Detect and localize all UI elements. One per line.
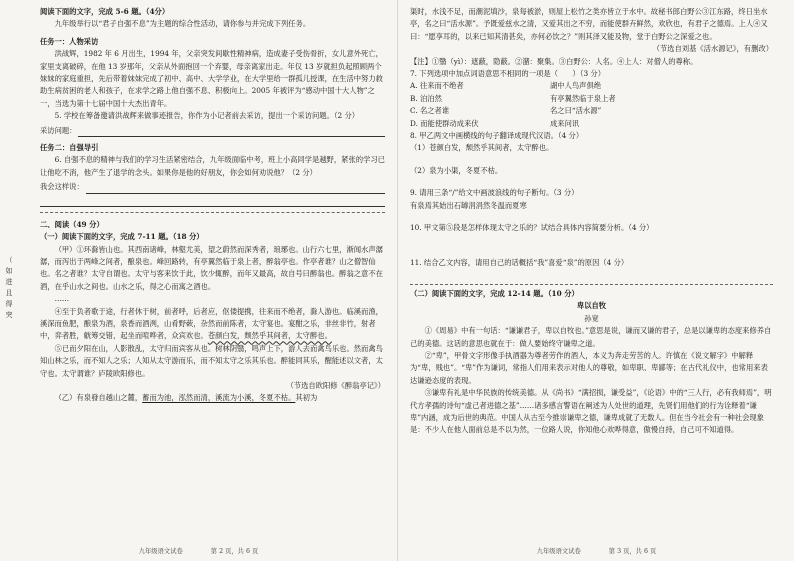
page-3-footer [398, 546, 794, 555]
page-2-footer [0, 546, 397, 555]
passage-yi-start [40, 392, 385, 404]
part-2-title: 二、阅读（49 分） [40, 219, 104, 229]
article-paragraph-2: ②“卑”，甲骨文字形像手执酒器为尊者劳作的酒人，本义为奔走劳苦的人。许慎在《说文解字》中解释为“卑，贱也”。“卑”作为谦词，常指人们用来表示对他人的尊敬，如卑职、卑鄙等；在古代礼仪中，也常用来表达谦逊态度的表现。 [410, 350, 768, 385]
page-2-column [40, 6, 385, 405]
answer-label: 采访问题： [40, 125, 77, 135]
section-intro: 阅读下面的文字，完成 5-6 题。（4分） [40, 7, 170, 16]
ellipsis: …… [54, 294, 70, 304]
question-5: 5. 学校在筹备邀请洪战辉来做事迹报告，你作为小记者前去采访，提出一个采访问题。（2 分） [54, 111, 360, 121]
margin-mark: 如 [5, 267, 13, 275]
option-right: 名之曰“活水源” [550, 106, 602, 116]
footer-page-number: 第 2 页，共 6 页 [210, 548, 259, 555]
footer-exam-name: 九年级语文试卷 [536, 548, 581, 555]
passage-jia-paragraph-5: ⑤已而夕阳在山，人影散乱，太守归而宾客从也。树林阴翳，鸣声上下，游人去而禽鸟乐也。然而禽鸟知山林之乐，而不知人之乐；人知从太守游而乐，而不知太守之乐其乐也。醉能同其乐，醒能述以文者，太守也。太守谓谁？庐陵欧阳修也。 [40, 343, 383, 378]
subsection-1-title: （一）阅读下面的文字，完成 7-11 题。（18 分） [40, 232, 204, 242]
passage-jia-source: （节选自欧阳修《醉翁亭记》） [286, 380, 385, 390]
question-9-sentence: 有泉焉其始出石罅涓涓然冬温而夏寒 [410, 200, 527, 210]
option-right: 有亭翼然临于泉上者 [550, 93, 616, 103]
underlined-sentence: 蓄而为池，泓然而清，溪流为小溪，冬夏不枯。 [142, 393, 296, 403]
question-6: 6. 自强不息的精神与我们的学习生活紧密结合，九年级面临中考，班上小高同学是越野，紧张的学习已让他吃不消，他产生了退学的念头。如果你是他的好朋友，你会如何劝说他？（2 分） [40, 155, 385, 177]
question-10: 10. 甲文第⑤段是怎样体现太守之乐的？试结合具体内容简要分析。（4 分） [410, 223, 654, 233]
footer-exam-name: 九年级语文试卷 [138, 548, 183, 555]
task-1-title: 任务一：人物采访 [40, 36, 99, 46]
question-7: 7. 下列选项中加点词语意思不相同的一项是（ ）（3 分） [410, 69, 606, 79]
answer-line-q6-extra[interactable] [40, 197, 385, 207]
option-left: B. 泊泊然 [410, 93, 442, 103]
option-left: A. 往来而不绝者 [410, 81, 464, 91]
q7-option-b[interactable] [410, 93, 773, 105]
passage-yi-source: （节选自刘基《活水源记》，有删改） [652, 44, 773, 54]
task-1-text: 洪战辉，1982 年 6 月出生，1994 年，父亲突发间歇性精神病，造成妻子受伤骨折，女儿意外死亡，家里支离破碎，在他 13 岁那年，父亲从外面抱回一个弃婴，母亲离家出走。年仅 13 岁就担负起照顾两个妹妹的家庭重担，先后带着妹妹完成了初中、高中、大学学业，在大学里给一群孤儿授课，在生活中努力救助生病贫困的老人和孩子，在求学之路上他自强不息、积极向上。2005 年被评为“感动中国十大人物”之一，当选为第十七届中国十大杰出青年。 [40, 49, 383, 108]
margin-mark: 且 [5, 289, 13, 297]
option-left: D. 而能使群动成来伏 [410, 118, 479, 128]
margin-mark: 得 [5, 300, 13, 308]
answer-space-q11[interactable] [410, 269, 773, 279]
question-11: 11. 结合乙文内容，请用自己的话概括“我”喜爱“泉”的原因（4 分） [410, 257, 629, 267]
option-left: C. 名之者谁 [410, 106, 450, 116]
exam-page-3 [397, 0, 794, 561]
activity-background: 九年级举行以“君子自强不息”为主题的综合性活动，请你参与并完成下列任务。 [54, 19, 311, 29]
subsection-2-title: （二）阅读下面的文字，完成 12-14 题。（10 分） [410, 288, 579, 298]
answer-label: 我会这样说： [40, 182, 84, 192]
margin-mark: （ [5, 256, 13, 264]
binding-margin-marks [2, 255, 16, 321]
passage-text: （乙）有泉發自越山之麓， [54, 393, 143, 403]
passage-yi-paragraph: 渠时，水浅不足，而潮泥填沙，泉每被淤，则屋上松竹之类亦皆立于水中。故秘书郎白野公③江东路，终日坐水亭，名之曰“活水源”。予既爱兹水之清，又爱其出之不穷，而能使群卉鲜然，欢欣也，有君子之德焉。上人④又曰：“愿享耳的，以来已知其清甚矣，亦何必饮之？”则其泽又能及物，堂于白野公之深爱之也。 [410, 7, 768, 41]
margin-mark: 进 [5, 278, 13, 286]
question-8-2: （2）泉为小渠，冬夏不枯。 [410, 165, 503, 175]
article-author: 孙宽 [584, 313, 599, 323]
question-8-1: （1）苍颜白发，颓然乎其间者，太守醉也。 [410, 143, 554, 153]
answer-line-q5[interactable] [40, 125, 385, 137]
q7-option-c[interactable] [410, 105, 773, 117]
passage-jia-paragraph-4 [40, 306, 385, 343]
article-paragraph-3: ③谦卑有礼是中华民族的传统美德。从《尚书》“满招损，谦受益”，《论语》中的“三人行，必有我师焉”，明代方孝孺的诗句“虚己者进德之基”……诸多感言警语在阐述为人处世的道理，先贤们用他们的行为诠释着“谦卑”内涵，成为后世的典范。中国人从古至今推崇谦卑之德，谦卑成就了无数人。但在当今社会有一种社会现象是：不少人在他人面前总是不以为然，一位路人说，你知他心欢哗得意，傲慢自持，自己可不知道得。 [410, 388, 772, 435]
q7-option-d[interactable] [410, 118, 773, 130]
question-9: 9. 请用三条“/”给文中画波浪线的句子断句。（3 分） [410, 188, 579, 198]
footer-page-number: 第 3 页，共 6 页 [608, 548, 657, 555]
q7-option-a[interactable] [410, 80, 773, 92]
passage-notes: 【注】①翳（yì）：遮蔽，隐蔽。②潴：聚集。③白野公：人名。④上人：对僧人的尊称。 [410, 56, 698, 66]
margin-mark: 突 [5, 311, 13, 319]
passage-text: 其初为 [295, 393, 318, 403]
passage-text: ④至于负者歌于途，行者休于树，前者呼，后者应，伛偻提携，往来而不绝者，滁人游也。临溪而渔，溪深而鱼肥，酿泉为酒，泉香而酒洌，山肴野蔌，杂然而前陈者，太守宴也。宴酣之乐，非丝非竹，射者中，弈者胜，觥筹交错，起坐而喧哗者，众宾欢也。 [40, 306, 383, 341]
answer-line-q6[interactable] [40, 181, 385, 193]
option-right: 湖中人鸟声俱绝 [550, 81, 602, 91]
passage-jia-paragraph-1: （甲）①环滁皆山也。其西南诸峰，林壑尤美，望之蔚然而深秀者，琅琊也。山行六七里，渐闻水声潺潺，而泻出于两峰之间者，酿泉也。峰回路转，有亭翼然临于泉上者，醉翁亭也。作亭者谁？山之僧智仙也。名之者谁？太守自谓也。太守与客来饮于此，饮少辄醉，而年又最高，故自号曰醉翁也。醉翁之意不在酒，在乎山水之间也。山水之乐，得之心而寓之酒也。 [40, 244, 383, 291]
answer-space-q8-2[interactable] [410, 177, 773, 187]
question-8: 8. 甲乙两文中画横线的句子翻译成现代汉语。（4 分） [410, 131, 584, 141]
wavy-underlined-sentence: 苍颜白发，颓然乎其间者，太守醉也。 [207, 331, 332, 341]
answer-space-q9[interactable] [410, 212, 773, 222]
option-right: 成来问讯 [550, 118, 580, 128]
page-3-column [410, 6, 773, 437]
answer-space-q10[interactable] [410, 235, 773, 257]
article-title: 卑以自牧 [576, 301, 607, 311]
answer-space-q8-1[interactable] [410, 155, 773, 165]
article-paragraph-1: ①《周易》中有一句话：“谦谦君子，卑以自牧也。”意思是说，谦而又谦的君子，总是以谦卑的态度来修养自己的美德。这话的意思也就在于：做人要始终守谦卑之道。 [410, 326, 772, 348]
divider [40, 212, 385, 213]
divider [410, 284, 773, 285]
task-2-title: 任务二：自强导引 [40, 143, 99, 153]
